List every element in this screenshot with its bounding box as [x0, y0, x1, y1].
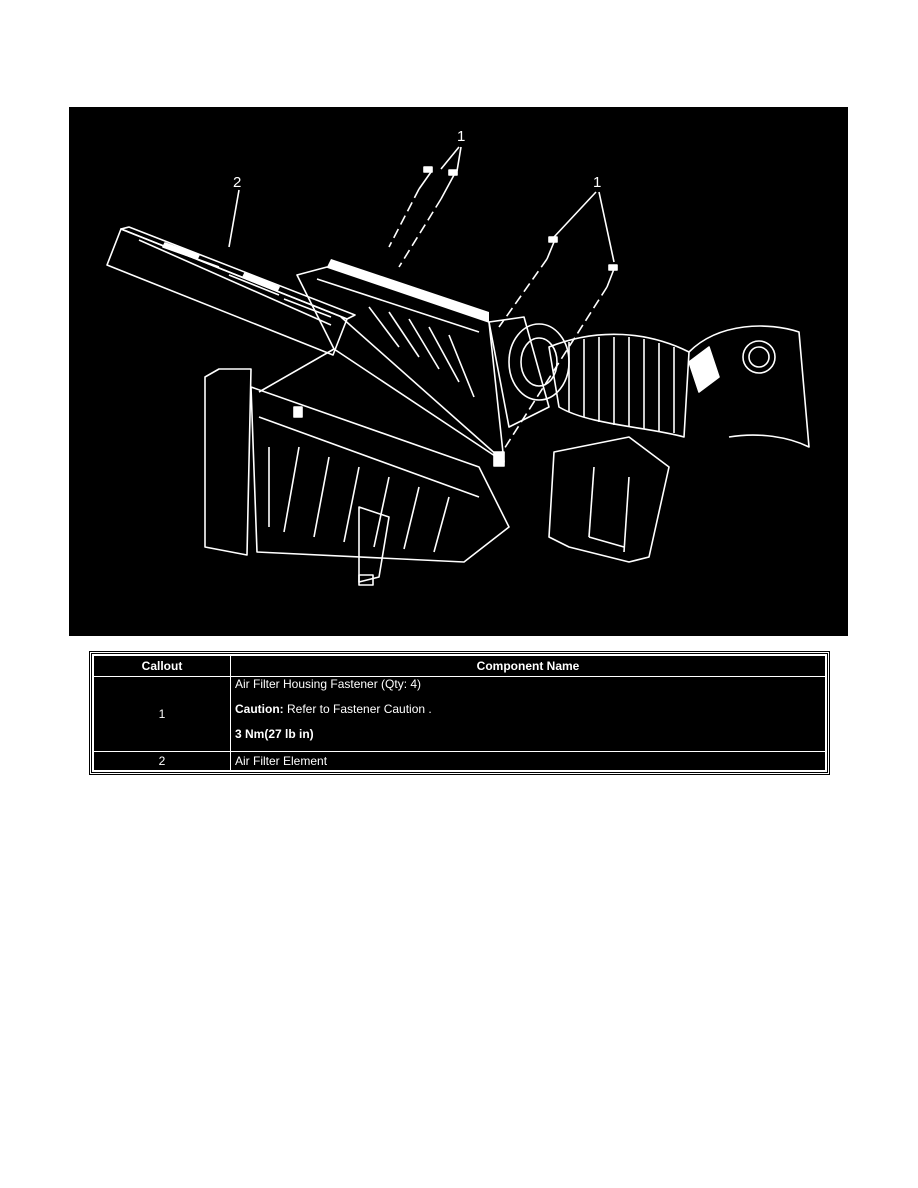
callout-number: 2: [94, 752, 231, 771]
resonator-drawing: [549, 437, 669, 562]
component-table: [90, 652, 829, 774]
table-header-row: [94, 656, 826, 677]
upper-housing-drawing: [259, 259, 504, 466]
air-filter-element-drawing: [107, 227, 355, 355]
callout-column-header: Callout: [94, 656, 231, 677]
callout-number: 1: [94, 677, 231, 752]
lower-housing-drawing: [205, 369, 509, 585]
callout-label: 1: [457, 128, 466, 145]
air-filter-housing-illustration: [69, 107, 848, 636]
callout-label: 2: [233, 174, 242, 191]
component-name: Air Filter Housing Fastener (Qty: 4): [235, 677, 422, 691]
caution-label: Caution:: [235, 702, 284, 716]
table-row: [94, 752, 826, 771]
component-name-column-header: Component Name: [231, 656, 826, 677]
caution-text: Refer to Fastener Caution .: [283, 702, 432, 716]
callout-label: 1: [593, 174, 602, 191]
fasteners-drawing: [229, 147, 617, 457]
intake-hose-drawing: [549, 326, 809, 447]
component-name-cell: [231, 677, 826, 752]
caution-note: [235, 702, 821, 717]
component-name: Air Filter Element: [231, 752, 826, 771]
illustration-svg: [69, 107, 848, 636]
table-row: [94, 677, 826, 752]
callout-table: [93, 655, 826, 771]
maf-sensor-drawing: [489, 317, 569, 427]
torque-spec: 3 Nm(27 lb in): [235, 727, 314, 741]
